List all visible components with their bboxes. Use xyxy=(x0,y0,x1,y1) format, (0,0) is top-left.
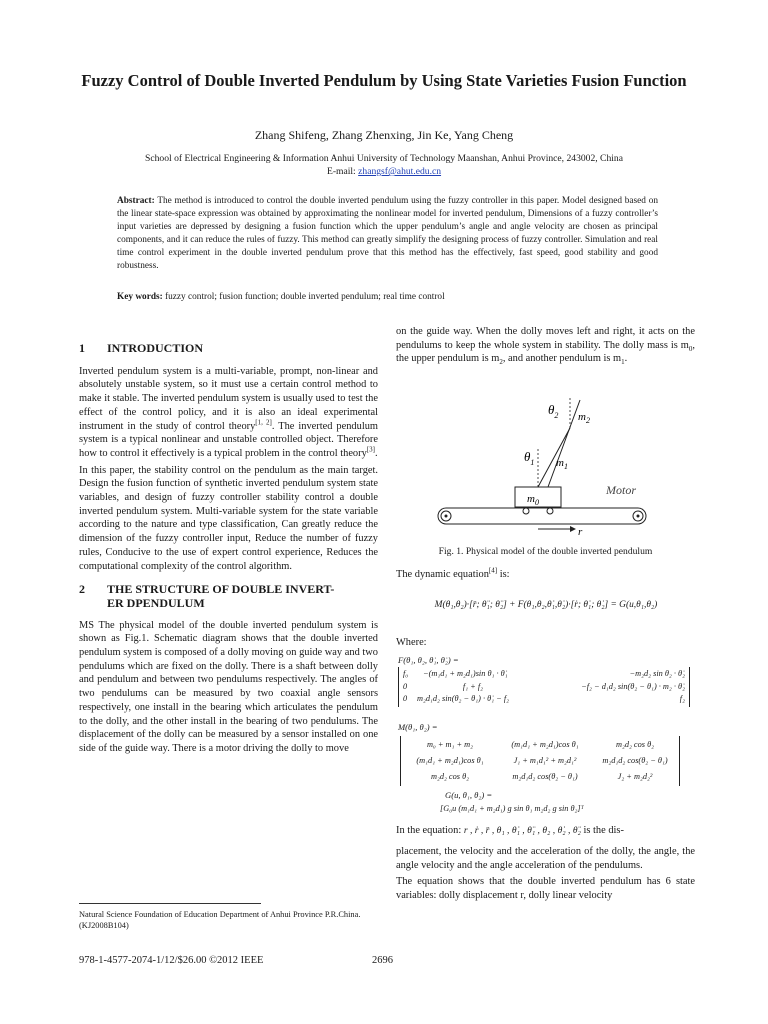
abstract xyxy=(117,195,658,273)
label-m0: $m_0$ xyxy=(527,493,539,507)
keywords xyxy=(117,292,658,302)
citation: [4] xyxy=(488,566,498,575)
sub-0: 0 xyxy=(688,344,693,353)
matrix-cell: J₁ + m₁d₁² + m₂d₁² xyxy=(513,756,577,765)
label-r: r xyxy=(578,526,583,538)
matrix-cell: m₂d₁d₂ sin(θ₂ − θ₁) · θ̇₁ − f₂ xyxy=(417,694,510,703)
label-theta1: $\theta_1$ xyxy=(524,449,535,467)
keywords-label: Key words: xyxy=(117,292,163,302)
section2-title-line1: THE STRUCTURE OF DOUBLE INVERT- xyxy=(107,582,335,597)
p1-text-b: . The inverted pendulum system is a typical nonlinear and unstable controlled object. Therefore how to control it effectively is a typical problem in the control theory xyxy=(79,420,378,459)
dyn-eq-tail: is: xyxy=(497,569,510,580)
authors: Zhang Shifeng, Zhang Zhenxing, Jin Ke, Yang Cheng xyxy=(254,128,514,142)
email-label: E-mail: xyxy=(326,166,356,177)
email-line xyxy=(40,165,728,178)
right-column-body xyxy=(396,845,695,906)
section1-title: INTRODUCTION xyxy=(107,341,204,355)
rc-text-b: , the upper pendulum is m xyxy=(396,339,695,365)
matrix-cell: 0 xyxy=(403,681,408,691)
section1-paragraph-2: In this paper, the stability control on the pendulum as the main target. Design the fusion function of synthetic inverted pendulum system state variables, and design of fuzzy controller stability control a double inverted pendulum system. Multi-variable system for the state variable according to the nature and type classification, Can greatly reduce the dimension of the fuzzy controller input, Reduce the number of fuzzy rules, Conducive to the use of expert control experience, Reduces the computational complexity of the control algorithm. xyxy=(79,464,378,572)
matrix-cell: (m₁d₁ + m₂d₁)cos θ₁ xyxy=(416,756,484,765)
rc-text-c: , and another pendulum is m xyxy=(502,353,622,365)
matrix-cell: m₂d₂ cos θ₂ xyxy=(430,772,470,781)
in-eq-label: In the equation: xyxy=(396,825,462,836)
g-vector-label: G(u, θ₁, θ₂) = xyxy=(445,790,493,800)
label-motor: Motor xyxy=(606,483,636,497)
section2-title-line2: ER DPENDULUM xyxy=(107,595,205,610)
p1-text-a: Inverted pendulum system is a multi-variable, prompt, non-linear and absolutely unstable system, so it must use a certain control method to make it stable. The inverted pendulum system is usually used to test the effect of the control policy, and it is also an ideal experimental instrument in the study of control theory xyxy=(79,365,378,432)
matrix-cell: 0 xyxy=(403,694,408,703)
in-eq-tail: is the dis- xyxy=(583,825,624,836)
matrix-cell: J₂ + m₂d₂² xyxy=(617,772,653,781)
email-link[interactable]: zhangsf@ahut.edu.cn xyxy=(358,166,442,177)
footnote: Natural Science Foundation of Education Department of Anhui Province P.R.China. (KJ2008B104) xyxy=(79,910,361,930)
matrix-cell: f₂ xyxy=(679,694,685,703)
r-arrowhead xyxy=(570,526,576,532)
m-matrix-row xyxy=(405,737,675,753)
sub-2: 2 xyxy=(499,358,503,367)
matrix-cell: (m₁d₁ + m₂d₁)cos θ₁ xyxy=(511,740,579,749)
matrix-cell: −m₂d₂ sin θ₂ · θ̇₂ xyxy=(629,669,685,678)
dolly-wheel-left xyxy=(523,508,529,514)
p1-text-c: . xyxy=(374,447,378,459)
matrix-cell: −f₂ − d₁d₂ sin(θ₂ − θ₁) · m₂ · θ̇₂ xyxy=(581,681,685,691)
section1-paragraph-1 xyxy=(79,365,378,461)
citation: [1, 2] xyxy=(255,418,272,427)
footnote-divider xyxy=(79,903,261,904)
f-matrix-label: F(θ₁, θ₂, θ̇₁, θ̇₂) = xyxy=(398,655,459,665)
paper-title: Fuzzy Control of Double Inverted Pendulum by Using State Varieties Fusion Function xyxy=(81,71,687,90)
m-matrix-row xyxy=(405,753,675,769)
figure-1-caption: Fig. 1. Physical model of the double inverted pendulum xyxy=(438,546,653,557)
dolly-wheel-right xyxy=(547,508,553,514)
sub-1: 1 xyxy=(621,358,625,367)
in-eq-vars: r , ṙ , r̈ , θ₁ , θ̇₁ , θ̈₁ , θ₂ , θ̇₂ , θ̈₂ xyxy=(463,825,581,836)
rc-text-d: . xyxy=(624,353,628,365)
in-equation-line xyxy=(396,824,695,838)
citation: [3] xyxy=(366,445,375,454)
dyn-eq-text: The dynamic equation xyxy=(396,569,489,580)
where-label: Where: xyxy=(396,637,427,648)
guide-track xyxy=(438,508,646,524)
pulley-left-hub xyxy=(445,515,448,518)
keywords-text: fuzzy control; fusion function; double inverted pendulum; real time control xyxy=(165,292,445,302)
f-matrix xyxy=(398,667,690,707)
section1-number: 1 xyxy=(79,341,85,355)
abstract-label: Abstract: xyxy=(117,196,155,206)
matrix-cell: −(m₁d₁ + m₂d₁)sin θ₁ · θ̇₁ xyxy=(423,669,508,678)
g-vector: [G₀u (m₁d₁ + m₂d₁) g sin θ₁ m₂d₂ g sin θ₂]ᵀ xyxy=(440,804,584,813)
matrix-cell: f₁ + f₂ xyxy=(462,681,484,691)
m-matrix-row xyxy=(405,769,675,785)
lower-pendulum xyxy=(538,428,570,487)
left-column xyxy=(79,342,378,759)
main-equation: M(θ₁,θ₂)·[r̈; θ̈₁; θ̈₂] + F(θ₁,θ₂,θ̇₁,θ̇₂)·[ṙ; θ̇₁; θ̇₂] = G(u,θ₁,θ₂) xyxy=(434,600,658,610)
m-matrix xyxy=(400,736,680,786)
f-matrix-row xyxy=(403,668,685,681)
affiliation: School of Electrical Engineering & Information Anhui University of Technology Maanshan, Anhui Province, 243002, China xyxy=(145,153,623,164)
matrix-cell: m₂d₁d₂ cos(θ₂ − θ₁) xyxy=(512,772,578,781)
section1-heading xyxy=(79,342,378,356)
figure-1-diagram xyxy=(430,390,660,540)
abstract-text: The method is introduced to control the double inverted pendulum using the fuzzy controller in this paper. Model designed based on the linear state-space expression was obtained by approximating the nonlinear model for inverted pendulum, Dimensions of a fuzzy controller’s input varieties are depressed by designing a fusion function which the upper pendulum’s angle and angle velocity are chosen as principal components, and it can reduce the rules of fuzzy. This method can greatly simplify the designing process of fuzzy controller. Simulation and real time control experiment in the double inverted pendulum prove that this method has the effectively, fast speed, good stability and good robustness. xyxy=(117,196,658,271)
f-matrix-row xyxy=(403,681,685,694)
variables-paragraph: placement, the velocity and the acceleration of the dolly, the angle, the angle velocity and the angle acceleration of the pendulums. xyxy=(396,846,695,871)
pulley-right-hub xyxy=(637,515,640,518)
section2-number: 2 xyxy=(79,582,85,597)
dynamic-equation-intro xyxy=(396,568,695,582)
label-m2: $m_2$ xyxy=(578,411,590,425)
affiliation-block xyxy=(40,152,728,178)
matrix-cell: m₂d₁d₂ cos(θ₂ − θ₁) xyxy=(602,756,668,765)
section2-paragraph-1: MS The physical model of the double inverted pendulum system is shown as Fig.1. Schematic diagram shows that the double inverted pendulum system is composed of a dolly moving on guide way and two pendulums which are fixed on the dolly. There is a shaft between dolly and pendulum and between two pendulums respectively. The angles of two pendulums can be measured by two coaxial angle sensors respectively, one install in the bearing which articulates the pendulum to the dolly, and the other install in the bearing of two pendulums. The displacement of the dolly can be measured by a sensor installed on one side of the guide way. There is a motor driving the dolly to move xyxy=(79,619,378,754)
label-theta2: $\theta_2$ xyxy=(548,402,559,420)
page-number: 2696 xyxy=(372,955,393,966)
footer-isbn: 978-1-4577-2074-1/12/$26.00 ©2012 IEEE xyxy=(79,955,264,966)
matrix-cell: m₂d₂ cos θ₂ xyxy=(615,740,655,749)
right-column-intro xyxy=(396,325,695,366)
matrix-cell: m₀ + m₁ + m₂ xyxy=(426,740,474,749)
matrix-cell: f₀ xyxy=(403,669,409,678)
rc-text-a: on the guide way. When the dolly moves left and right, it acts on the pendulums to keep the whole system in stability. The dolly mass is m xyxy=(396,326,695,351)
m-matrix-label: M(θ₁, θ₂) = xyxy=(398,722,438,732)
f-matrix-row xyxy=(403,693,685,706)
section2-heading xyxy=(79,583,378,610)
state-variables-paragraph: The equation shows that the double inverted pendulum has 6 state variables: dolly displacement r, dolly linear velocity xyxy=(396,876,695,902)
label-m1: $m_1$ xyxy=(556,457,568,471)
